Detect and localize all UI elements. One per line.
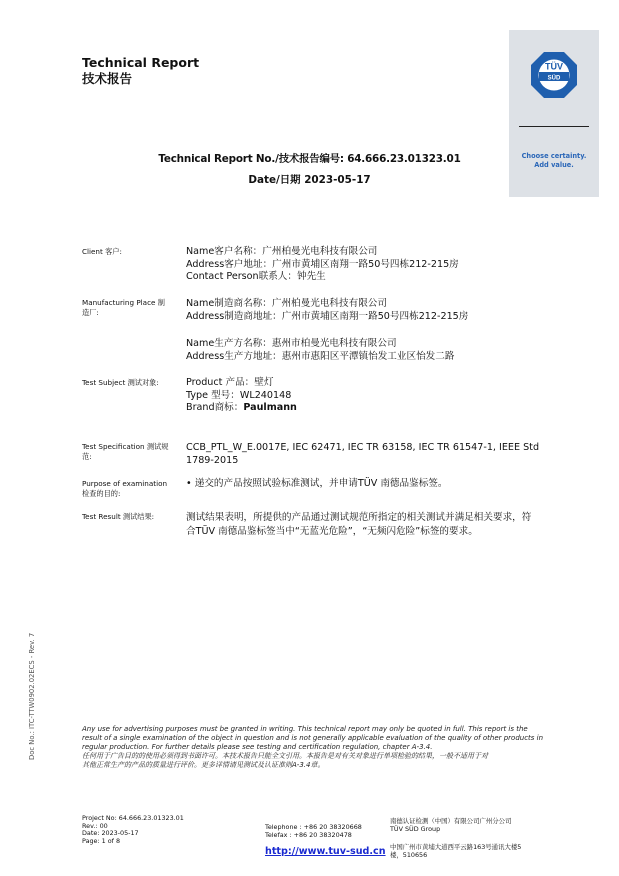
- client-block: [186, 246, 582, 284]
- disclaimer-line-1: Any use for advertising purposes must be granted in writing. This technical report may only be quoted in full. This report is the: [82, 725, 528, 733]
- footer-rev: Rev.: 00: [82, 821, 108, 830]
- manufacturer-block: [186, 298, 582, 323]
- footer-group: TÜV SÜD Group: [390, 824, 441, 833]
- manufacturing-label-line-1: Manufacturing Place 制: [82, 298, 165, 307]
- client-contact: Contact Person联系人：钟先生: [186, 271, 326, 282]
- client-address: Address客户地址：广州市黄埔区南翔一路50号四栋212-215房: [186, 258, 459, 270]
- type-line: Type 型号：WL240148: [186, 389, 292, 401]
- brand-value: Paulmann: [243, 402, 297, 413]
- brand-label: Brand商标：: [186, 402, 244, 413]
- slogan-line-2: Add value.: [534, 161, 574, 169]
- report-title-en: Technical Report: [82, 55, 200, 70]
- test-result-line-2: 合TÜV 南德品鉴标签当中“无蓝光危险”，“无频闪危险”标签的要求。: [186, 525, 478, 537]
- footer-address-line-2: 楼，510656: [390, 850, 428, 859]
- test-specification-block: [186, 442, 582, 467]
- report-title-zh: 技术报告: [82, 71, 133, 86]
- footer-address-line-1: 中国广州市黄埔大道西平云路163号通讯大楼5: [390, 843, 522, 851]
- footer-telephone: Telephone : +86 20 38320668: [265, 823, 362, 831]
- test-result-label: Test Result 测试结果:: [82, 512, 155, 521]
- tuv-logo-text-top: TÜV: [545, 61, 563, 72]
- manufacturing-label-line-2: 造厂:: [82, 308, 99, 317]
- purpose-bullet: •: [186, 478, 192, 489]
- purpose-label: [82, 479, 174, 499]
- report-date: Date/日期 2023-05-17: [248, 174, 371, 186]
- producer-address: Address生产方地址：惠州市惠阳区平潭镇怡发工业区怡发二路: [186, 350, 455, 362]
- footer-address: [390, 844, 570, 859]
- footer-contact: [265, 824, 385, 839]
- purpose-label-line-1: Purpose of examination: [82, 479, 168, 488]
- test-specification-label: [82, 442, 174, 462]
- client-label: Client 客户:: [82, 247, 122, 256]
- footer-page: Page: 1 of 8: [82, 836, 121, 845]
- slogan-line-1: Choose certainty.: [521, 152, 587, 160]
- document-code: Doc No.: ITC-TTW0902.02ECS - Rev. 7: [28, 632, 36, 760]
- disclaimer-line-5: 其他正常生产的产品的质量进行评价。更多详情请见测试及认证准则A-3.4章。: [82, 761, 325, 770]
- tuv-logo-icon: [530, 51, 578, 99]
- report-number: Technical Report No./技术报告编号: 64.666.23.01323.01: [158, 153, 461, 165]
- footer-project-no: Project No: 64.666.23.01323.01: [82, 814, 184, 822]
- disclaimer-line-4: 任何用于广告目的的使用必须得到书面许可。本技术报告只能全文引用。本报告是对有关对象进行单项检验的结果，一般不适用于对: [82, 752, 488, 761]
- product-line: Product 产品：壁灯: [186, 377, 274, 388]
- producer-block: [186, 338, 582, 363]
- producer-name: Name生产方名称：惠州市柏曼光电科技有限公司: [186, 338, 397, 349]
- disclaimer: [82, 725, 576, 770]
- manufacturing-label: [82, 298, 174, 318]
- test-specification-line-1: CCB_PTL_W_E.0017E, IEC 62471, IEC TR 63158, IEC TR 61547-1, IEEE Std: [186, 442, 540, 453]
- test-specification-label-line-1: Test Specification 测试规: [82, 442, 169, 451]
- test-result-line-1: 测试结果表明，所提供的产品通过测试规范所指定的相关测试并满足相关要求，符: [186, 512, 532, 523]
- footer-project-info: [82, 815, 242, 845]
- test-subject-block: [186, 377, 582, 415]
- footer-date: Date: 2023-05-17: [82, 829, 139, 838]
- manufacturer-name: Name制造商名称：广州柏曼光电科技有限公司: [186, 298, 387, 309]
- purpose-label-line-2: 检查的目的:: [82, 489, 121, 498]
- brand-line: [186, 402, 582, 415]
- test-specification-label-line-2: 范:: [82, 452, 92, 461]
- footer-company: [390, 818, 570, 833]
- test-result-block: [186, 511, 582, 538]
- tuv-logo-text-bottom: SÜD: [547, 75, 561, 82]
- logo-divider: [519, 126, 589, 127]
- client-name: Name客户名称：广州柏曼光电科技有限公司: [186, 246, 378, 257]
- footer-company-name: 南德认证检测（中国）有限公司广州分公司: [390, 817, 512, 825]
- purpose-block: [186, 478, 582, 491]
- disclaimer-line-3: regular production. For further details please see testing and certification regulation, chapter A-3.4.: [82, 743, 433, 752]
- footer-telefax: Telefax : +86 20 38320478: [265, 830, 352, 839]
- test-subject-label: Test Subject 测试对象:: [82, 378, 159, 387]
- website-link[interactable]: http://www.tuv-sud.cn: [265, 846, 386, 857]
- disclaimer-line-2: result of a single examination of the object in question and is not generally applicable evaluation of the quality of other products in: [82, 734, 544, 743]
- manufacturer-address: Address制造商地址：广州市黄埔区南翔一路50号四栋212-215房: [186, 310, 469, 322]
- test-specification-line-2: 1789-2015: [186, 454, 239, 466]
- purpose-text: 递交的产品按照试验标准测试，并申请TÜV 南德品鉴标签。: [194, 478, 448, 489]
